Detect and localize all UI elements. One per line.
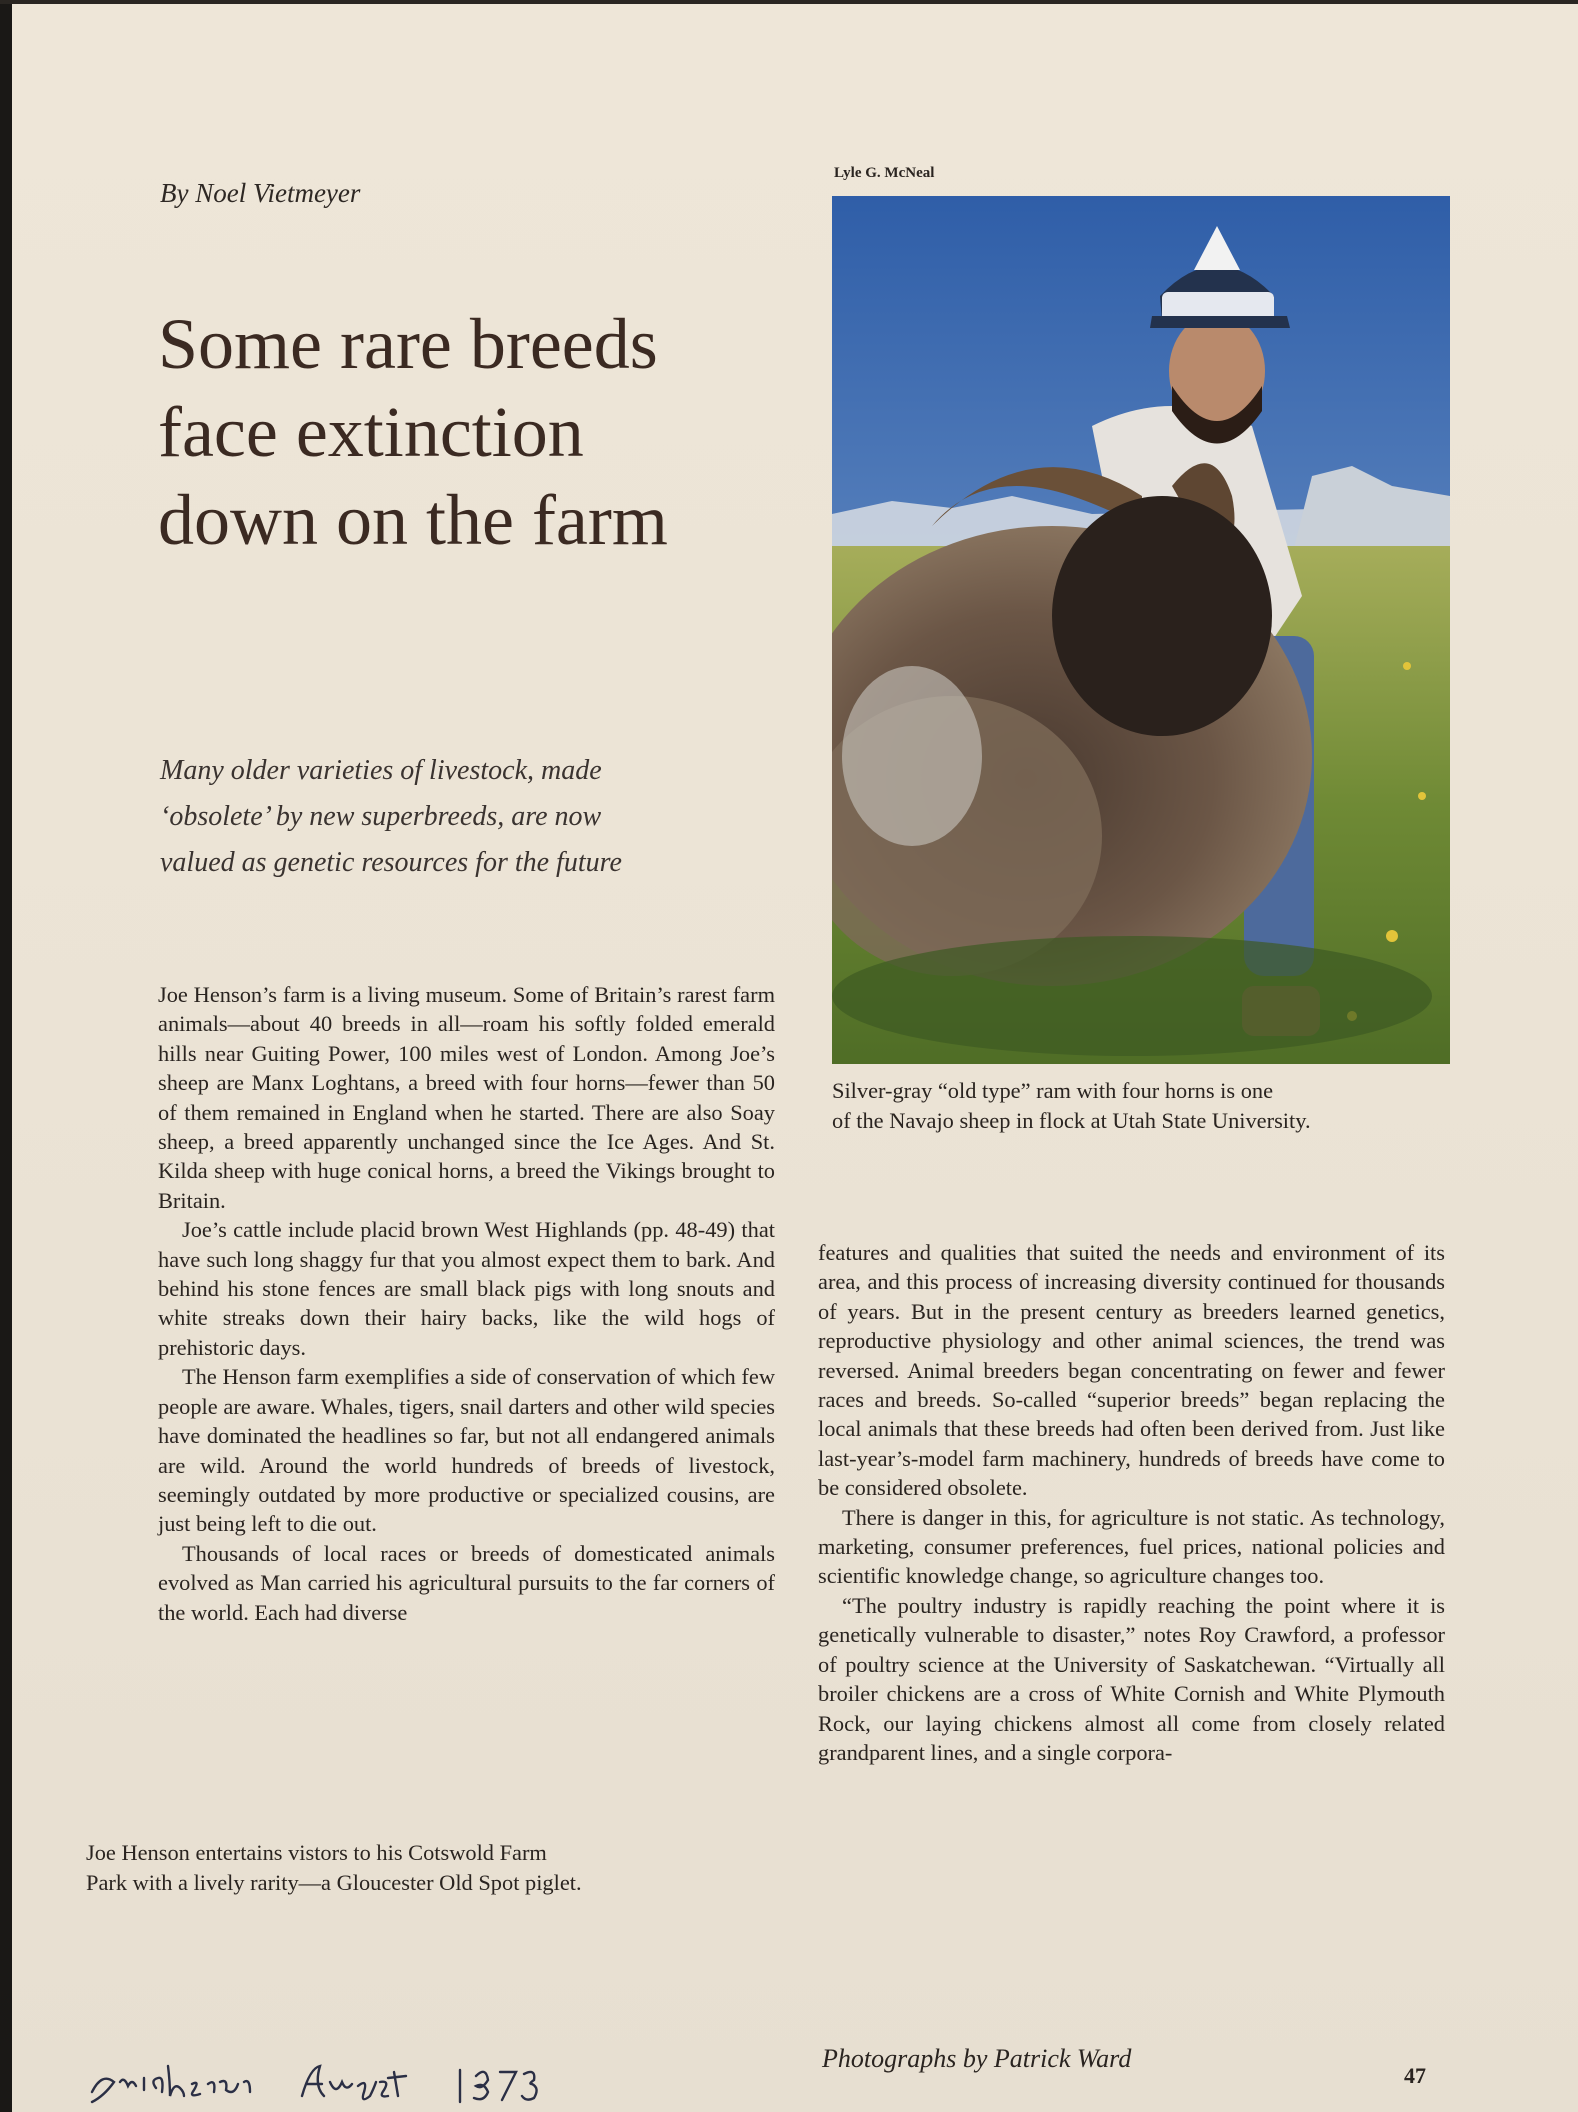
photo-caption — [832, 1076, 1472, 1136]
body-column-right — [818, 1238, 1445, 1767]
page-number: 47 — [1404, 2063, 1426, 2088]
paragraph: Thousands of local races or breeds of domesticated animals evolved as Man carried his agricultural pursuits to the far corners of the world. Each had diverse — [158, 1540, 775, 1625]
ram-photo — [832, 196, 1450, 1064]
deck-line: Many older varieties of livestock, made — [160, 755, 602, 786]
deck-line: valued as genetic resources for the future — [160, 847, 622, 878]
deck — [160, 748, 720, 886]
headline-line: down on the farm — [158, 480, 668, 560]
body-column-left — [158, 980, 775, 1627]
headline-line: Some rare breeds — [158, 304, 658, 384]
caption-line: of the Navajo sheep in flock at Utah State University. — [832, 1108, 1311, 1133]
byline: By Noel Vietmeyer — [160, 178, 361, 208]
caption-line: Joe Henson entertains vistors to his Cotswold Farm — [86, 1840, 547, 1865]
deck-line: ‘obsolete’ by new superbreeds, are now — [160, 801, 602, 832]
photo-credit: Lyle G. McNeal — [834, 165, 935, 181]
headline-line: face extinction — [158, 392, 584, 472]
scan-edge-top — [0, 0, 1578, 4]
ram-photo-illustration — [832, 196, 1450, 1064]
paragraph: There is danger in this, for agriculture is not static. As technology, marketing, consumer preferences, fuel prices, national policies and scientific knowledge change, so agriculture changes too. — [818, 1504, 1445, 1589]
paragraph: features and qualities that suited the needs and environment of its area, and this process of increasing diversity continued for thousands of years. But in the present century as breeders learned genetics, reproductive physiology and other animal sciences, the trend was reversed. Animal breeders began concentrating on fewer and fewer races and breeds. So-called “superior breeds” began replacing the local animals that these breeds had often been derived from. Just like last-year’s-model farm machinery, hundreds of breeds have come to be considered obsolete. — [818, 1240, 1445, 1501]
scan-edge-left — [0, 0, 12, 2112]
headline — [158, 300, 798, 564]
paragraph: Joe’s cattle include placid brown West Highlands (pp. 48-49) that have such long shaggy fur that you almost expect them to bark. And behind his stone fences are small black pigs with long snouts and white streaks down their hairy backs, like the wild hogs of prehistoric days. — [158, 1217, 775, 1360]
paragraph: The Henson farm exemplifies a side of conservation of which few people are aware. Whales, tigers, snail darters and other wild species have dominated the headlines so far, but not all endangered animals are wild. Around the world hundreds of breeds of livestock, seemingly outdated by more productive or specialized cousins, are just being left to die out. — [158, 1364, 775, 1537]
paragraph: Joe Henson’s farm is a living museum. Some of Britain’s rarest farm animals—about 40 breeds in all—roam his softly folded emerald hills near Guiting Power, 100 miles west of London. Among Joe’s sheep are Manx Loghtans, a breed with four horns—fewer than 50 of them remained in England when he started. There are also Soay sheep, a breed apparently unchanged since the Ice Ages. And St. Kilda sheep with huge conical horns, a breed the Vikings brought to Britain. — [158, 982, 775, 1213]
caption-line: Silver-gray “old type” ram with four horns is one — [832, 1078, 1274, 1103]
photographs-credit: Photographs by Patrick Ward — [822, 2044, 1132, 2073]
piglet-caption — [86, 1838, 766, 1898]
handwritten-note — [84, 2052, 704, 2112]
caption-line: Park with a lively rarity—a Gloucester Old Spot piglet. — [86, 1870, 582, 1895]
paragraph: “The poultry industry is rapidly reaching the point where it is genetically vulnerable to disaster,” notes Roy Crawford, a professor of poultry science at the University of Saskatchewan. “Virtually all broiler chickens are a cross of White Cornish and White Plymouth Rock, our laying chickens almost all come from closely related grandparent lines, and a single corpora- — [818, 1592, 1445, 1765]
